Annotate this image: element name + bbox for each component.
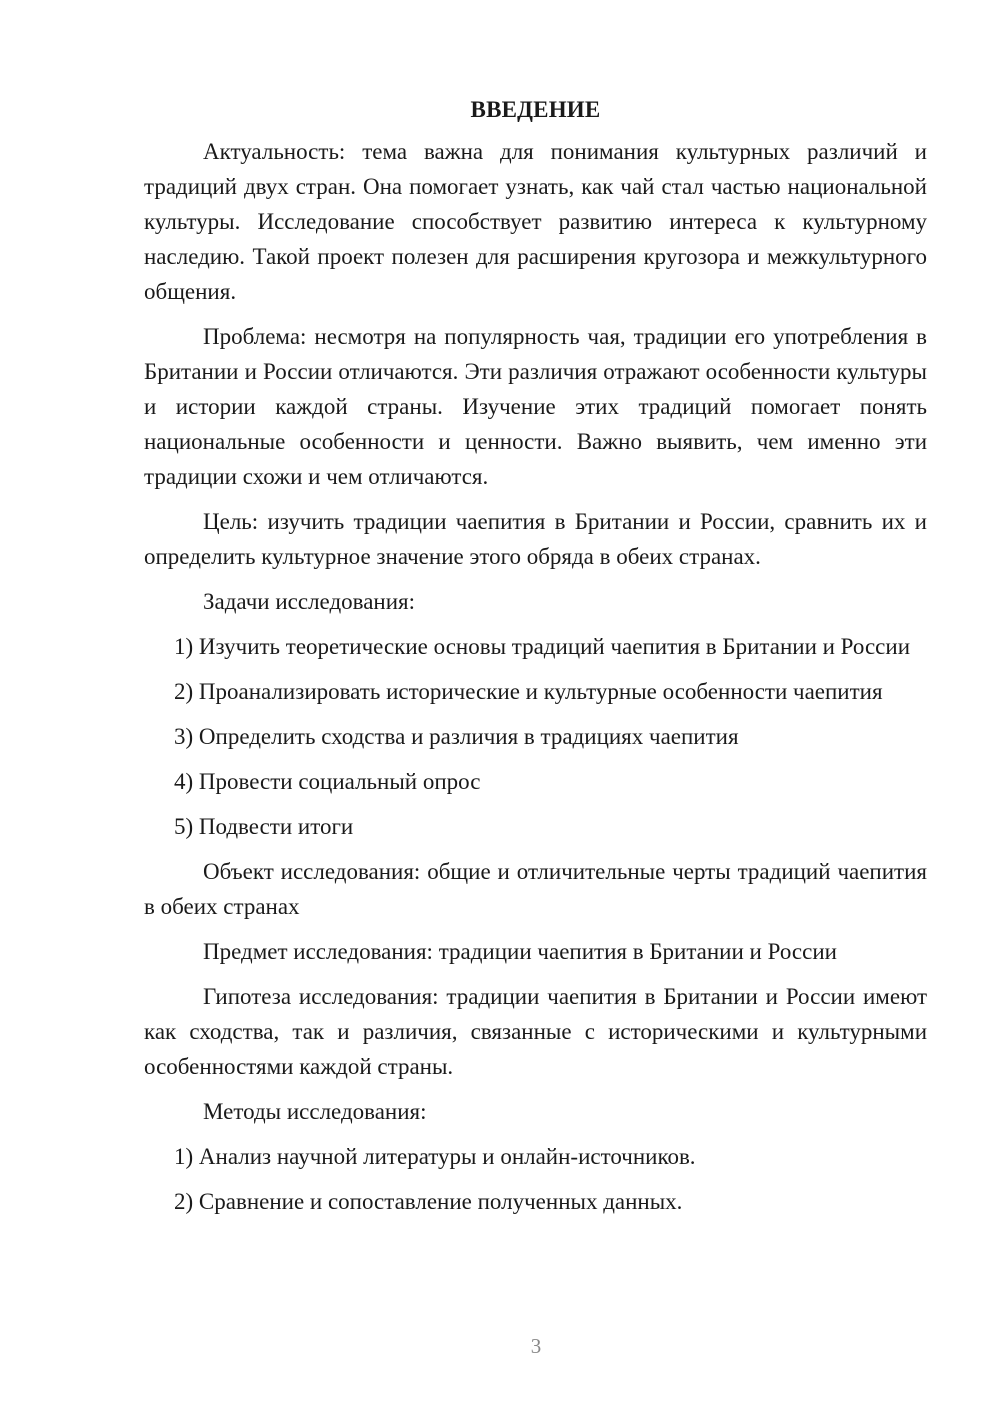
tasks-heading: Задачи исследования:: [203, 589, 416, 614]
goal-paragraph: Цель: изучить традиции чаепития в Британии и России, сравнить их и определить культурное значение этого обряда в обеих странах.: [144, 509, 927, 569]
page-title: ВВЕДЕНИЕ: [470, 97, 601, 122]
subject-paragraph: Предмет исследования: традиции чаепития в Британии и России: [203, 939, 837, 964]
page-number: 3: [530, 1334, 542, 1358]
hypothesis-paragraph: Гипотеза исследования: традиции чаепития в Британии и России имеют как сходства, так и различия, связанные с историческими и культурными особенностями каждой страны.: [144, 984, 927, 1079]
methods-heading: Методы исследования:: [203, 1099, 427, 1124]
task-item-1: 1) Изучить теоретические основы традиций чаепития в Британии и России: [174, 634, 911, 659]
object-paragraph: Объект исследования: общие и отличительные черты традиций чаепития в обеих странах: [144, 859, 927, 919]
relevance-paragraph: Актуальность: тема важна для понимания культурных различий и традиций двух стран. Она помогает узнать, как чай стал частью национальной культуры. Исследование способствует развитию интереса к культурному наследию. Такой проект полезен для расширения кругозора и межкультурного общения.: [144, 139, 927, 304]
method-item-1: 1) Анализ научной литературы и онлайн-источников.: [174, 1144, 696, 1169]
task-item-5: 5) Подвести итоги: [174, 814, 354, 839]
page-content: [144, 92, 927, 1229]
problem-paragraph: Проблема: несмотря на популярность чая, традиции его употребления в Британии и России отличаются. Эти различия отражают особенности культуры и истории каждой страны. Изучение этих традиций помогает понять национальные особенности и ценности. Важно выявить, чем именно эти традиции схожи и чем отличаются.: [144, 324, 927, 489]
task-item-4: 4) Провести социальный опрос: [174, 769, 481, 794]
task-item-3: 3) Определить сходства и различия в традициях чаепития: [174, 724, 739, 749]
method-item-2: 2) Сравнение и сопоставление полученных данных.: [174, 1189, 683, 1214]
task-item-2: 2) Проанализировать исторические и культурные особенности чаепития: [174, 679, 883, 704]
